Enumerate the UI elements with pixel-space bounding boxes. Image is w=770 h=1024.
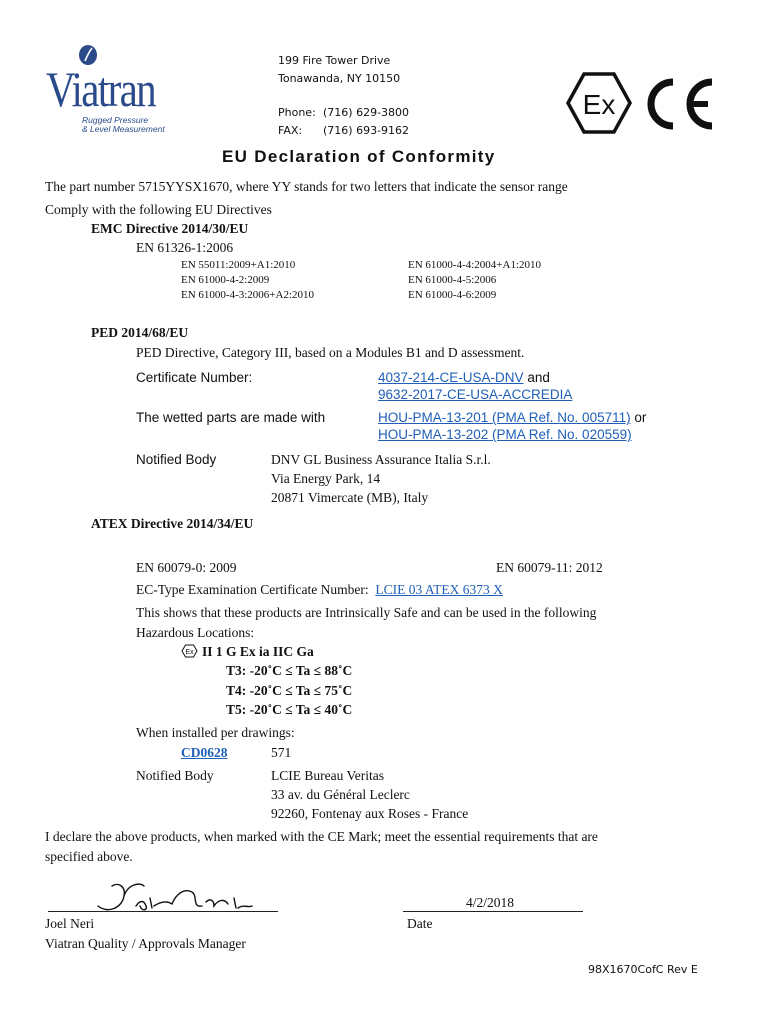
fax-number: (716) 693-9162 — [323, 124, 410, 137]
ex-hexagon-icon — [566, 72, 632, 134]
handwritten-signature-icon — [88, 878, 260, 918]
signer-name: Joel Neri — [45, 916, 95, 931]
ped-heading: PED 2014/68/EU — [91, 325, 189, 340]
emc-std-right-3: EN 61000-4-6:2009 — [408, 289, 497, 301]
ped-wetted-label: The wetted parts are made with — [136, 410, 326, 425]
ped-cert-and: and — [523, 370, 550, 385]
ped-nb-line-1: DNV GL Business Assurance Italia S.r.l. — [271, 452, 491, 467]
atex-ec-label: EC-Type Examination Certificate Number: — [136, 582, 369, 597]
ce-mark-icon — [640, 76, 716, 132]
declaration-line-2: specified above. — [45, 849, 133, 864]
atex-heading: ATEX Directive 2014/34/EU — [91, 516, 254, 531]
emc-std-right-2: EN 61000-4-5:2006 — [408, 274, 497, 286]
intro-line-1: The part number 5715YYSX1670, where YY stands for two letters that indicate the sensor range — [45, 179, 568, 194]
document-id: 98X1670CofC Rev E — [588, 963, 698, 976]
emc-std-left-3: EN 61000-4-3:2006+A2:2010 — [181, 289, 314, 301]
ped-wetted-line-2 — [378, 427, 632, 442]
emc-standard: EN 61326-1:2006 — [136, 240, 234, 255]
atex-nb-line-2: 33 av. du Général Leclerc — [271, 787, 410, 802]
address-line-1: 199 Fire Tower Drive — [278, 54, 391, 67]
atex-temp-t4: T4: -20˚C ≤ Ta ≤ 75˚C — [226, 683, 353, 698]
ped-certificate-line-1 — [378, 370, 550, 385]
atex-install-label: When installed per drawings: — [136, 725, 295, 740]
date-line — [403, 911, 583, 912]
ex-small-text: Ex — [185, 649, 194, 656]
logo-tagline-2: & Level Measurement — [82, 124, 165, 134]
ped-description: PED Directive, Category III, based on a Modules B1 and D assessment. — [136, 345, 525, 360]
atex-notified-body-label: Notified Body — [136, 768, 214, 783]
atex-shows-line-2: Hazardous Locations: — [136, 625, 255, 640]
ped-cert-link-2[interactable]: 9632-2017-CE-USA-ACCREDIA — [378, 387, 573, 402]
emc-std-left-1: EN 55011:2009+A1:2010 — [181, 259, 296, 271]
atex-ec-cert-link[interactable]: LCIE 03 ATEX 6373 X — [375, 582, 503, 597]
atex-nb-line-3: 92260, Fontenay aux Roses - France — [271, 806, 469, 821]
emc-heading: EMC Directive 2014/30/EU — [91, 221, 249, 236]
ped-cert-link-1[interactable]: 4037-214-CE-USA-DNV — [378, 370, 524, 385]
page-title: EU Declaration of Conformity — [222, 147, 496, 166]
ped-certificate-label: Certificate Number: — [136, 370, 253, 385]
emc-std-left-2: EN 61000-4-2:2009 — [181, 274, 270, 286]
fax-label: FAX: — [278, 124, 303, 137]
date-label: Date — [407, 916, 433, 931]
phone-number: (716) 629-3800 — [323, 106, 410, 119]
ped-wetted-line-1 — [378, 410, 646, 425]
atex-temp-t5: T5: -20˚C ≤ Ta ≤ 40˚C — [226, 702, 353, 717]
ped-wetted-link-1[interactable]: HOU-PMA-13-201 (PMA Ref. No. 005711) — [378, 410, 631, 425]
ped-certificate-line-2 — [378, 387, 572, 402]
atex-shows-line-1: This shows that these products are Intrinsically Safe and can be used in the following — [136, 605, 597, 620]
signer-role: Viatran Quality / Approvals Manager — [45, 936, 246, 951]
ped-wetted-or: or — [630, 410, 647, 425]
intro-line-2: Comply with the following EU Directives — [45, 202, 272, 217]
atex-drawing-link[interactable]: CD0628 — [181, 745, 228, 760]
logo-word: Viatran — [46, 61, 156, 117]
logo-tagline-1: Rugged Pressure — [82, 115, 149, 125]
address-line-2: Tonawanda, NY 10150 — [278, 72, 401, 85]
atex-marking: II 1 G Ex ia IIC Ga — [202, 644, 314, 659]
atex-nb-line-1: LCIE Bureau Veritas — [271, 768, 384, 783]
ped-notified-body-label: Notified Body — [136, 452, 217, 467]
ped-nb-line-3: 20871 Vimercate (MB), Italy — [271, 490, 429, 505]
atex-ec-line — [136, 582, 503, 598]
ex-small-hexagon-icon — [181, 644, 198, 658]
phone-label: Phone: — [278, 106, 316, 119]
atex-drawing-number: 571 — [271, 745, 292, 760]
ped-nb-line-2: Via Energy Park, 14 — [271, 471, 381, 486]
signature-date: 4/2/2018 — [466, 895, 515, 910]
atex-temp-t3: T3: -20˚C ≤ Ta ≤ 88˚C — [226, 663, 353, 678]
atex-standard-left: EN 60079-0: 2009 — [136, 560, 237, 575]
ex-mark-text: Ex — [582, 89, 616, 120]
ped-wetted-link-2[interactable]: HOU-PMA-13-202 (PMA Ref. No. 020559) — [378, 427, 632, 442]
atex-standard-right: EN 60079-11: 2012 — [496, 560, 603, 575]
emc-std-right-1: EN 61000-4-4:2004+A1:2010 — [408, 259, 541, 271]
declaration-line-1: I declare the above products, when marked with the CE Mark; meet the essential requirements that are — [45, 829, 598, 844]
